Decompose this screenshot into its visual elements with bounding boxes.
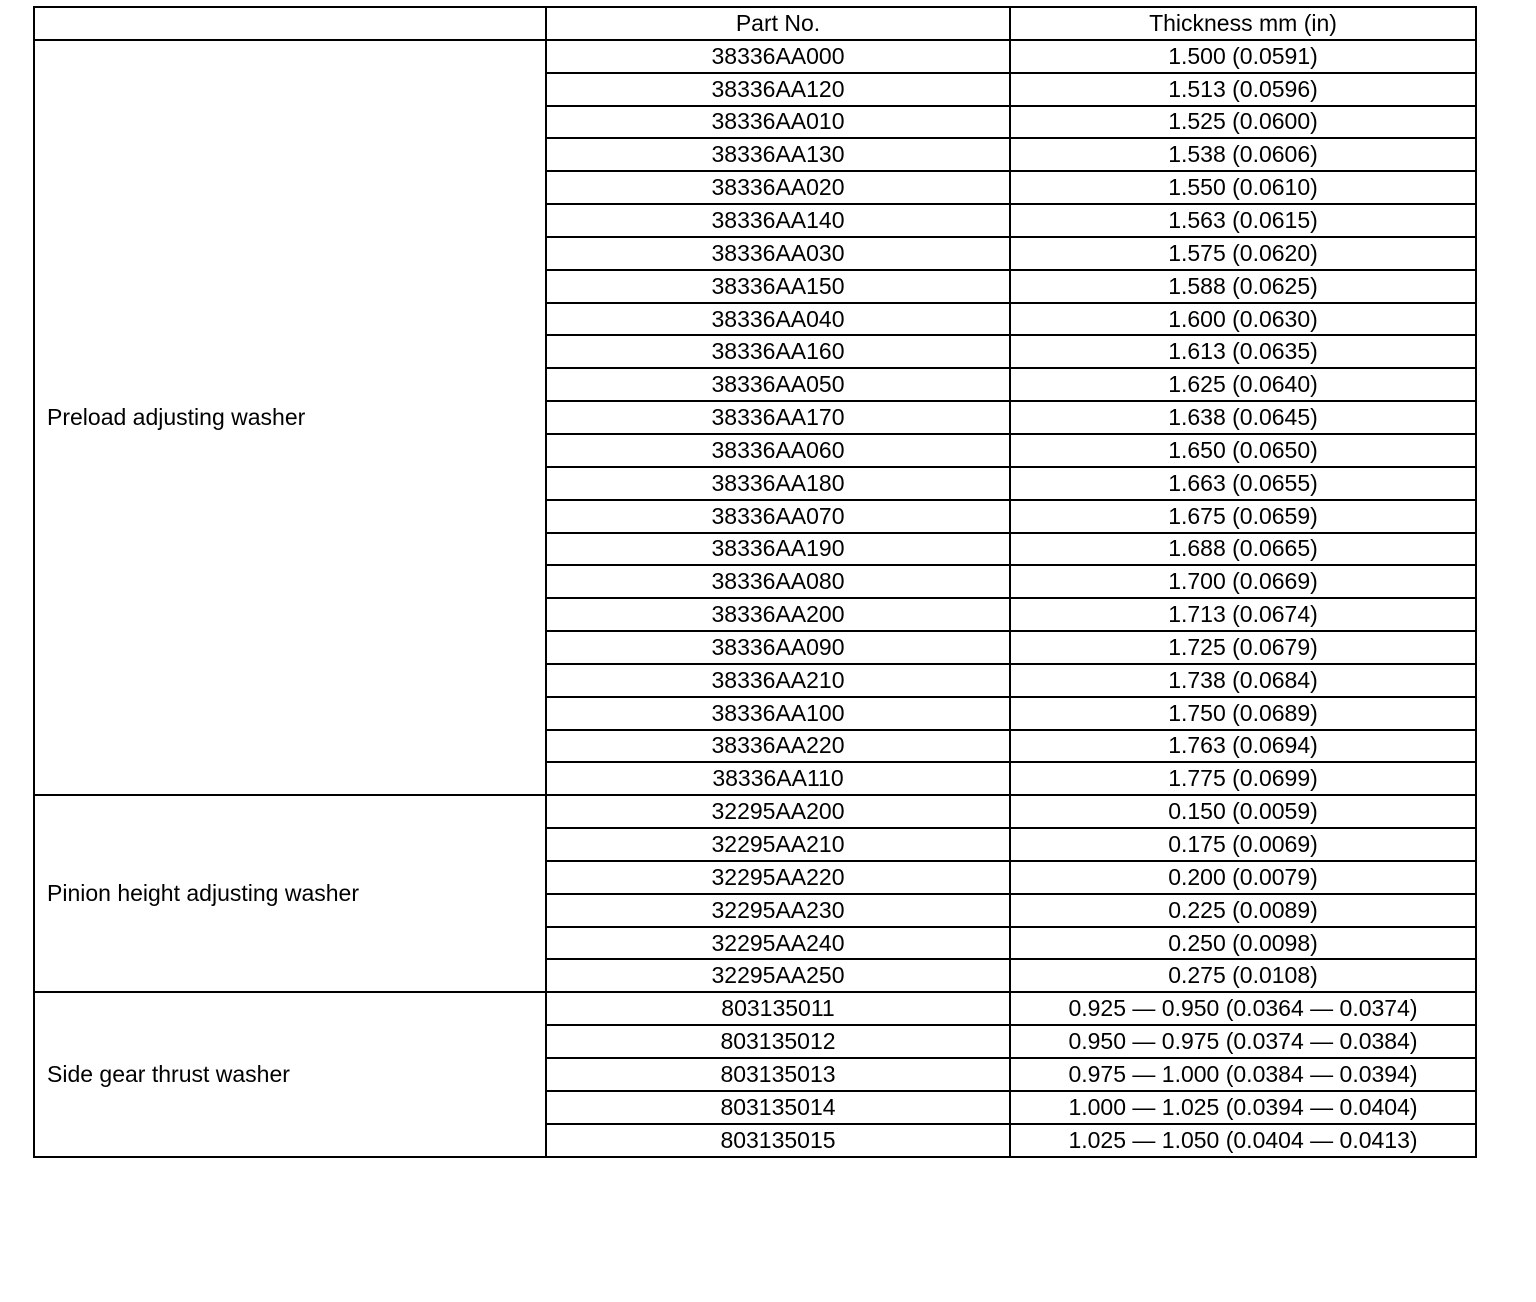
part-number-cell: 38336AA120 [546,73,1010,106]
part-number-cell: 803135011 [546,992,1010,1025]
part-number-cell: 38336AA070 [546,500,1010,533]
thickness-cell: 0.975 — 1.000 (0.0384 — 0.0394) [1010,1058,1476,1091]
part-number-cell: 38336AA090 [546,631,1010,664]
thickness-cell: 0.225 (0.0089) [1010,894,1476,927]
thickness-cell: 1.575 (0.0620) [1010,237,1476,270]
part-number-cell: 38336AA050 [546,368,1010,401]
thickness-cell: 1.588 (0.0625) [1010,270,1476,303]
washer-type-label: Side gear thrust washer [34,992,546,1156]
corner-cell [34,7,546,40]
thickness-cell: 1.738 (0.0684) [1010,664,1476,697]
thickness-cell: 1.763 (0.0694) [1010,730,1476,763]
washer-type-label: Preload adjusting washer [34,40,546,795]
part-number-cell: 38336AA040 [546,303,1010,336]
thickness-cell: 1.513 (0.0596) [1010,73,1476,106]
thickness-cell: 1.700 (0.0669) [1010,565,1476,598]
thickness-cell: 0.175 (0.0069) [1010,828,1476,861]
thickness-cell: 0.250 (0.0098) [1010,927,1476,960]
thickness-cell: 1.550 (0.0610) [1010,171,1476,204]
part-number-cell: 38336AA150 [546,270,1010,303]
part-number-cell: 803135014 [546,1091,1010,1124]
part-number-cell: 803135012 [546,1025,1010,1058]
thickness-cell: 1.563 (0.0615) [1010,204,1476,237]
thickness-cell: 0.950 — 0.975 (0.0374 — 0.0384) [1010,1025,1476,1058]
thickness-cell: 1.625 (0.0640) [1010,368,1476,401]
part-number-cell: 38336AA010 [546,106,1010,139]
part-number-cell: 38336AA170 [546,401,1010,434]
part-number-cell: 32295AA250 [546,959,1010,992]
thickness-cell: 0.200 (0.0079) [1010,861,1476,894]
thickness-cell: 1.025 — 1.050 (0.0404 — 0.0413) [1010,1124,1476,1157]
thickness-cell: 0.150 (0.0059) [1010,795,1476,828]
thickness-cell: 0.275 (0.0108) [1010,959,1476,992]
part-number-cell: 38336AA140 [546,204,1010,237]
part-number-cell: 38336AA130 [546,138,1010,171]
thickness-cell: 1.775 (0.0699) [1010,762,1476,795]
part-number-cell: 32295AA210 [546,828,1010,861]
thickness-cell: 1.750 (0.0689) [1010,697,1476,730]
part-number-cell: 38336AA030 [546,237,1010,270]
part-number-cell: 38336AA190 [546,533,1010,566]
table-row [34,992,1476,1025]
thickness-cell: 1.638 (0.0645) [1010,401,1476,434]
table-row [34,795,1476,828]
part-number-cell: 803135015 [546,1124,1010,1157]
part-number-cell: 38336AA110 [546,762,1010,795]
thickness-cell: 1.613 (0.0635) [1010,335,1476,368]
part-number-cell: 38336AA000 [546,40,1010,73]
part-number-cell: 803135013 [546,1058,1010,1091]
part-number-cell: 32295AA220 [546,861,1010,894]
thickness-header: Thickness mm (in) [1010,7,1476,40]
part-number-cell: 32295AA240 [546,927,1010,960]
thickness-cell: 1.000 — 1.025 (0.0394 — 0.0404) [1010,1091,1476,1124]
part-number-cell: 38336AA100 [546,697,1010,730]
part-number-cell: 38336AA080 [546,565,1010,598]
thickness-cell: 1.713 (0.0674) [1010,598,1476,631]
thickness-cell: 1.725 (0.0679) [1010,631,1476,664]
thickness-cell: 1.600 (0.0630) [1010,303,1476,336]
part-no-header: Part No. [546,7,1010,40]
thickness-cell: 0.925 — 0.950 (0.0364 — 0.0374) [1010,992,1476,1025]
thickness-cell: 1.525 (0.0600) [1010,106,1476,139]
table-row [34,40,1476,73]
table-body [34,40,1476,1157]
thickness-cell: 1.650 (0.0650) [1010,434,1476,467]
thickness-cell: 1.500 (0.0591) [1010,40,1476,73]
part-number-cell: 38336AA180 [546,467,1010,500]
part-number-cell: 38336AA220 [546,730,1010,763]
thickness-cell: 1.538 (0.0606) [1010,138,1476,171]
part-number-cell: 38336AA020 [546,171,1010,204]
part-number-cell: 38336AA160 [546,335,1010,368]
thickness-cell: 1.663 (0.0655) [1010,467,1476,500]
thickness-cell: 1.675 (0.0659) [1010,500,1476,533]
header-row [34,7,1476,40]
part-number-cell: 38336AA210 [546,664,1010,697]
thickness-cell: 1.688 (0.0665) [1010,533,1476,566]
washer-type-label: Pinion height adjusting washer [34,795,546,992]
part-number-cell: 32295AA200 [546,795,1010,828]
part-number-cell: 38336AA200 [546,598,1010,631]
part-number-cell: 38336AA060 [546,434,1010,467]
part-number-cell: 32295AA230 [546,894,1010,927]
washer-spec-table [33,6,1477,1158]
